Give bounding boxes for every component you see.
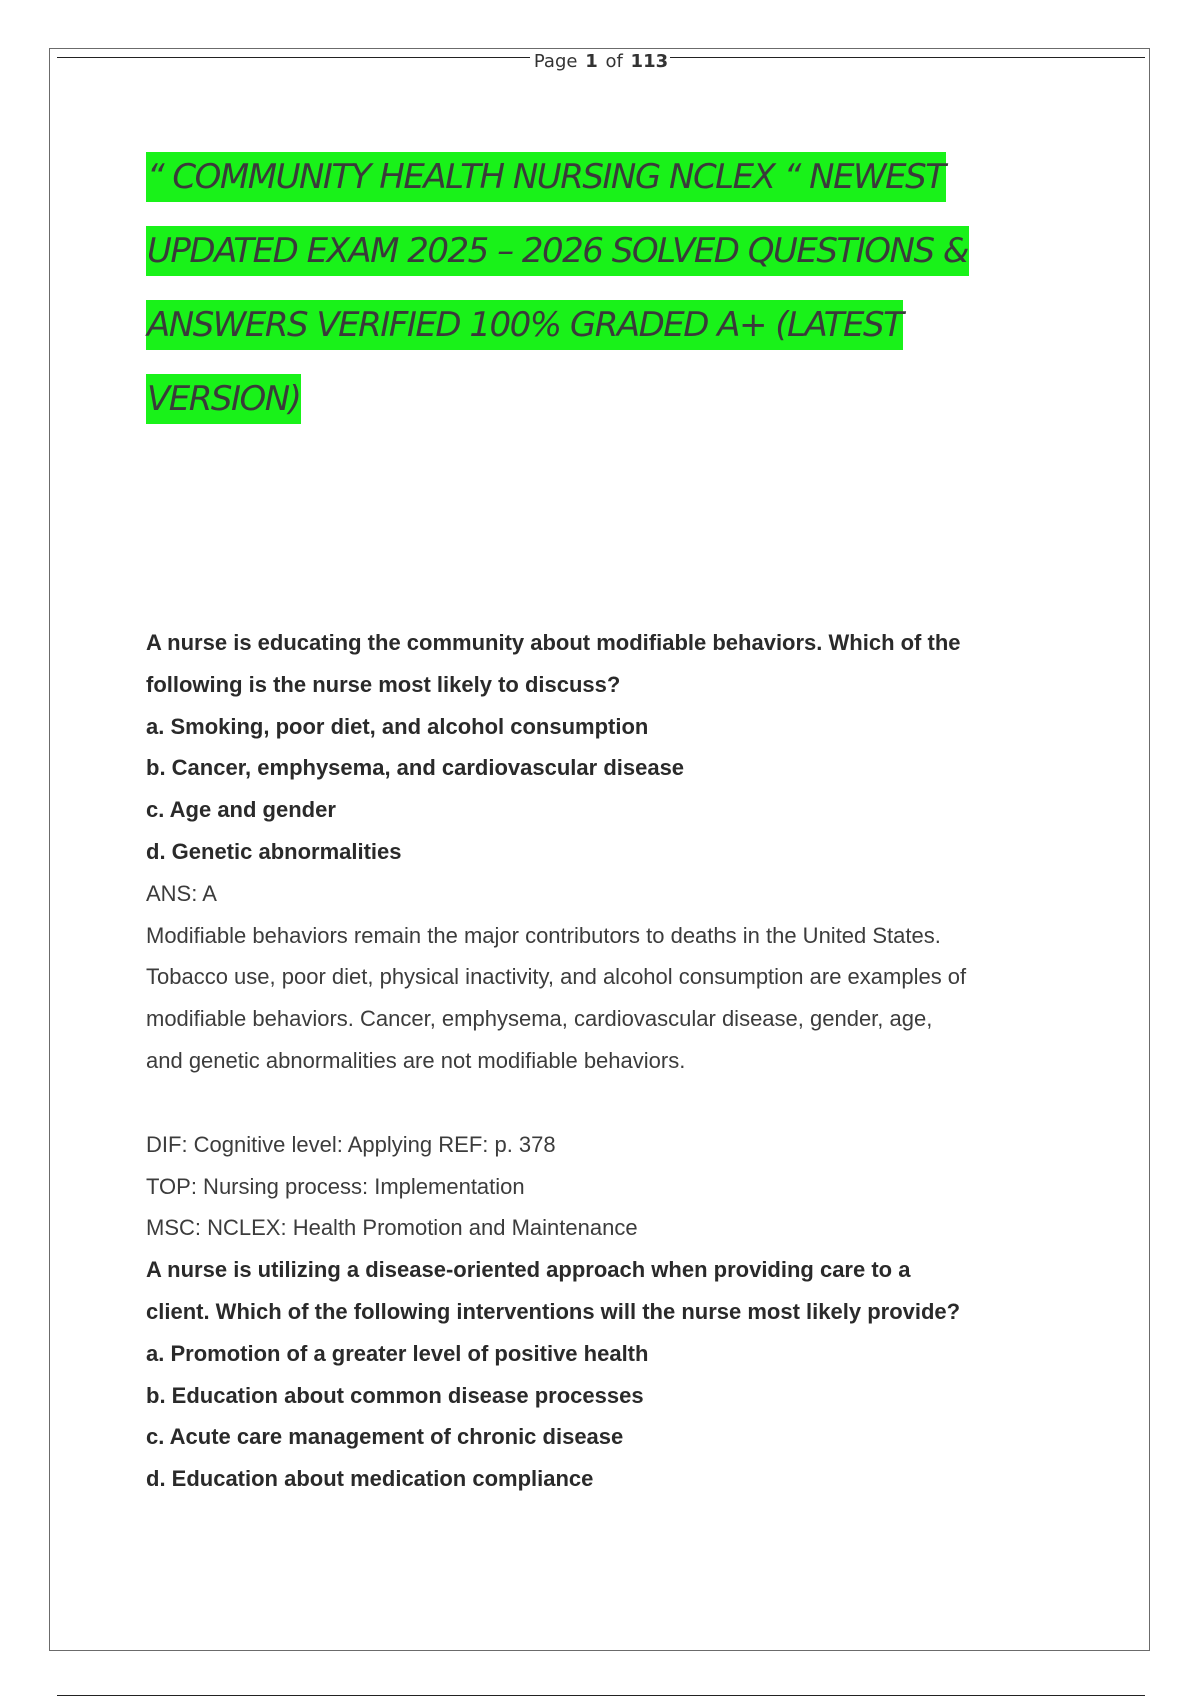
footer-rule — [57, 1695, 1145, 1696]
rationale-line: modifiable behaviors. Cancer, emphysema, cardiovascular disease, gender, age, — [146, 1006, 933, 1032]
document-body — [146, 622, 1076, 1500]
spacer — [146, 1082, 1076, 1124]
question-stem: following is the nurse most likely to discuss? — [146, 671, 621, 697]
rationale-line: Tobacco use, poor diet, physical inactivity, and alcohol consumption are examples of — [146, 964, 967, 990]
answer-option: a. Smoking, poor diet, and alcohol consumption — [146, 713, 649, 739]
page-total: 113 — [630, 51, 669, 72]
meta-line: TOP: Nursing process: Implementation — [146, 1173, 525, 1199]
meta-line: DIF: Cognitive level: Applying REF: p. 378 — [146, 1131, 556, 1157]
rationale-line: Modifiable behaviors remain the major contributors to deaths in the United States. — [146, 922, 941, 948]
page-number — [0, 51, 1200, 73]
meta-line: MSC: NCLEX: Health Promotion and Maintenance — [146, 1215, 638, 1241]
answer-option: c. Acute care management of chronic disease — [146, 1424, 624, 1450]
answer-option: d. Education about medication compliance — [146, 1466, 594, 1492]
rationale-line: and genetic abnormalities are not modifiable behaviors. — [146, 1047, 686, 1073]
answer-option: d. Genetic abnormalities — [146, 838, 402, 864]
document-title — [146, 152, 1046, 448]
title-line: VERSION) — [146, 374, 301, 424]
page-prefix: Page — [533, 51, 578, 72]
answer-option: b. Education about common disease processes — [146, 1382, 644, 1408]
question-stem: A nurse is utilizing a disease-oriented approach when providing care to a — [146, 1257, 911, 1283]
answer-option: b. Cancer, emphysema, and cardiovascular disease — [146, 755, 685, 781]
page-of: of — [605, 51, 623, 72]
question-stem: client. Which of the following interventions will the nurse most likely provide? — [146, 1298, 961, 1324]
answer-key: ANS: A — [146, 880, 217, 906]
question-1 — [146, 622, 1076, 1249]
answer-option: a. Promotion of a greater level of positive health — [146, 1340, 649, 1366]
page-current: 1 — [585, 51, 598, 72]
title-line: ANSWERS VERIFIED 100% GRADED A+ (LATEST — [146, 300, 903, 350]
title-line: UPDATED EXAM 2025 – 2026 SOLVED QUESTIONS & — [146, 226, 969, 276]
question-stem: A nurse is educating the community about modifiable behaviors. Which of the — [146, 630, 961, 655]
title-line: “ COMMUNITY HEALTH NURSING NCLEX “ NEWEST — [146, 152, 946, 202]
question-2 — [146, 1249, 1076, 1500]
answer-option: c. Age and gender — [146, 797, 336, 823]
